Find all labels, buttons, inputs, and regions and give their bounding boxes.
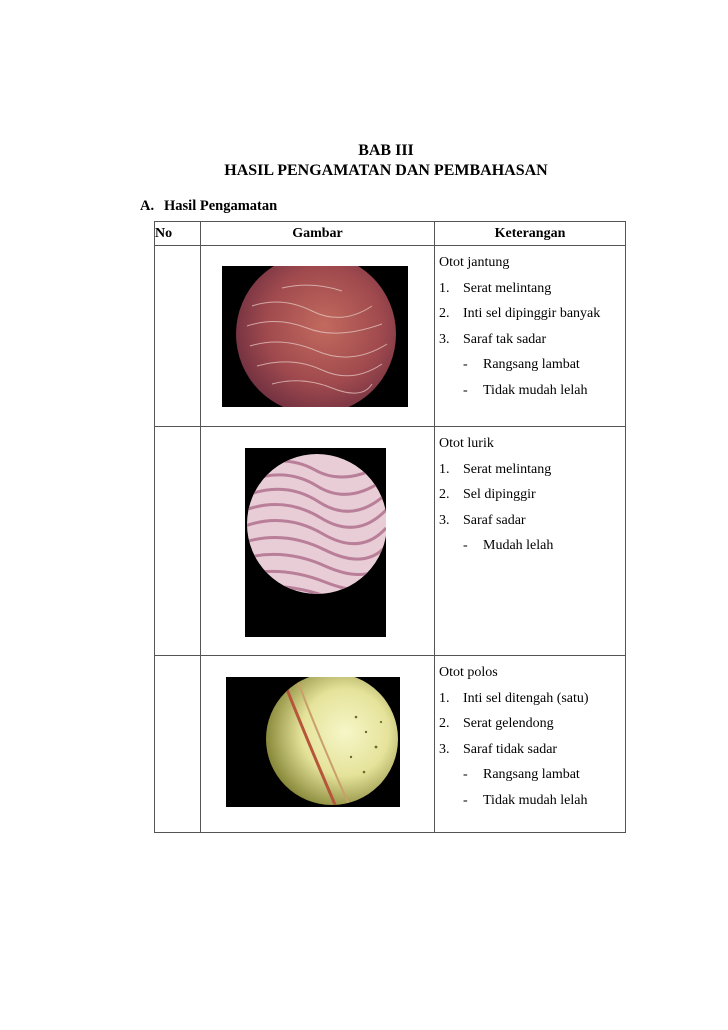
sub-item xyxy=(439,788,625,814)
section-heading xyxy=(140,198,277,215)
sub-item xyxy=(439,378,625,404)
table-row xyxy=(155,246,626,427)
item-number: 1. xyxy=(439,690,450,706)
item-number: 1. xyxy=(439,280,450,296)
ket-title: Otot jantung xyxy=(439,255,510,270)
sub-item xyxy=(439,533,625,559)
item-text: Inti sel dipinggir banyak xyxy=(463,306,601,321)
sub-item xyxy=(439,762,625,788)
item-number: 2. xyxy=(439,306,450,321)
ket-title: Otot polos xyxy=(439,665,498,680)
item-text: Saraf sadar xyxy=(463,512,526,528)
sub-item-text: Tidak mudah lelah xyxy=(483,382,588,398)
dash-bullet: - xyxy=(463,792,468,808)
sub-item-text: Tidak mudah lelah xyxy=(483,792,588,808)
item-text: Serat melintang xyxy=(463,461,552,477)
item-text: Serat gelendong xyxy=(463,716,554,731)
section-label: Hasil Pengamatan xyxy=(164,198,278,214)
smooth-muscle-image xyxy=(226,677,400,807)
micrograph-cardiac-muscle-icon xyxy=(222,266,408,407)
cardiac-muscle-image xyxy=(222,266,408,407)
dash-bullet: - xyxy=(463,382,468,398)
list-item xyxy=(439,508,625,534)
chapter-heading: BAB III xyxy=(358,142,414,159)
list-item xyxy=(439,482,625,508)
header-no: No xyxy=(155,222,201,246)
table-row xyxy=(155,656,626,833)
list-item xyxy=(439,711,625,737)
header-gambar: Gambar xyxy=(201,222,435,246)
skeletal-muscle-image xyxy=(245,448,386,637)
cell-no xyxy=(155,656,201,833)
sub-item-text: Rangsang lambat xyxy=(483,767,580,782)
cell-no xyxy=(155,427,201,656)
sub-item-text: Rangsang lambat xyxy=(483,357,580,372)
item-text: Serat melintang xyxy=(463,280,552,296)
list-item xyxy=(439,301,625,327)
item-text: Sel dipinggir xyxy=(463,487,536,502)
cell-keterangan xyxy=(435,656,626,833)
item-number: 2. xyxy=(439,716,450,731)
cell-keterangan xyxy=(435,427,626,656)
sub-item xyxy=(439,352,625,378)
header-keterangan: Keterangan xyxy=(435,222,626,246)
observation-table xyxy=(154,221,626,833)
section-letter: A. xyxy=(140,198,155,214)
list-item xyxy=(439,327,625,353)
cell-no xyxy=(155,246,201,427)
item-text: Saraf tidak sadar xyxy=(463,741,558,757)
dash-bullet: - xyxy=(463,538,468,553)
table-row xyxy=(155,427,626,656)
item-number: 3. xyxy=(439,512,450,528)
list-item xyxy=(439,276,625,302)
cell-gambar xyxy=(201,246,435,427)
table-header-row xyxy=(155,222,626,246)
item-number: 2. xyxy=(439,487,450,502)
list-item xyxy=(439,457,625,483)
cell-keterangan xyxy=(435,246,626,427)
dash-bullet: - xyxy=(463,357,468,372)
item-text: Inti sel ditengah (satu) xyxy=(463,690,589,706)
micrograph-smooth-muscle-icon xyxy=(226,677,400,807)
list-item xyxy=(439,737,625,763)
item-number: 3. xyxy=(439,741,450,757)
item-number: 3. xyxy=(439,331,450,347)
cell-gambar xyxy=(201,427,435,656)
micrograph-skeletal-muscle-icon xyxy=(245,448,386,637)
item-number: 1. xyxy=(439,461,450,477)
sub-item-text: Mudah lelah xyxy=(483,538,554,553)
list-item xyxy=(439,686,625,712)
dash-bullet: - xyxy=(463,767,468,782)
ket-title: Otot lurik xyxy=(439,436,494,451)
cell-gambar xyxy=(201,656,435,833)
item-text: Saraf tak sadar xyxy=(463,331,547,347)
page-title: HASIL PENGAMATAN DAN PEMBAHASAN xyxy=(224,162,548,179)
